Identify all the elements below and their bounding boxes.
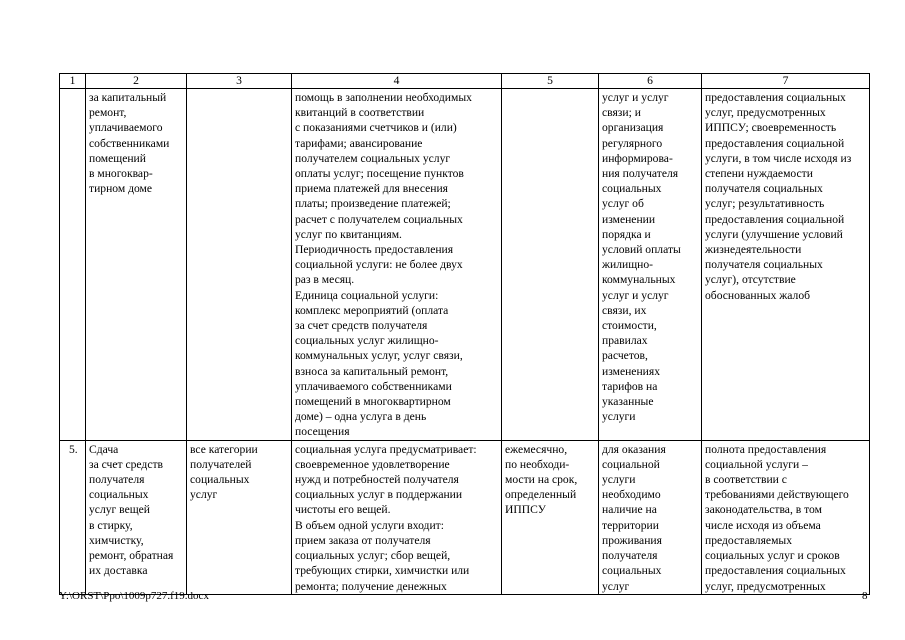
column-header-6: 6 xyxy=(599,74,702,89)
footer-file-path: Y:\ORST\Ppo\1009p727.f19.docx xyxy=(59,590,209,602)
table-row xyxy=(60,440,870,594)
service-name-cell: Сдача за счет средств получателя социальных услуг вещей в стирку, химчистку, ремонт, обратная их доставка xyxy=(86,440,187,594)
column-header-2: 2 xyxy=(86,74,187,89)
quality-indicators-cell: полнота предоставления социальной услуги – в соответствии с требованиями действующего законодательства, в том числе исходя из объема предоставляемых социальных услуг и сроков предоставления социальных услуг, предусмотренных xyxy=(702,440,870,594)
column-header-7: 7 xyxy=(702,74,870,89)
service-conditions-cell: услуг и услуг связи; и организация регулярного информирова- ния получателя социальных услуг об изменении порядка и условий оплаты жилищно- коммунальных услуг и услуг связи, их стоимости, правилах расчетов, изменениях тарифов на указанные услуги xyxy=(599,89,702,441)
column-header-4: 4 xyxy=(292,74,502,89)
recipient-category-cell xyxy=(187,89,292,441)
row-number-cell: 5. xyxy=(60,440,86,594)
service-description-cell: социальная услуга предусматривает: своевременное удовлетворение нужд и потребностей получателя социальных услуг в поддержании чистоты его вещей. В объем одной услуги входит: прием заказа от получателя социальных услуг; сбор вещей, требующих стирки, химчистки или ремонта; получение денежных xyxy=(292,440,502,594)
column-header-3: 3 xyxy=(187,74,292,89)
column-header-5: 5 xyxy=(502,74,599,89)
service-description-cell: помощь в заполнении необходимых квитанций в соответствии с показаниями счетчиков и (или) тарифами; авансирование получателем социальных услуг оплаты услуг; посещение пунктов приема платежей для внесения платы; произведение платежей; расчет с получателем социальных услуг по квитанциям. Периодичность предоставления социальной услуги: не более двух раз в месяц. Единица социальной услуги: комплекс мероприятий (оплата за счет средств получателя социальных услуг жилищно- коммунальных услуг, услуг связи, взноса за капитальный ремонт, уплачиваемого собственниками помещений в многоквартирном доме) – одна услуга в день посещения xyxy=(292,89,502,441)
service-conditions-cell: для оказания социальной услуги необходимо наличие на территории проживания получателя социальных услуг xyxy=(599,440,702,594)
table-row xyxy=(60,89,870,441)
service-name-cell: за капитальный ремонт, уплачиваемого собственниками помещений в многоквар- тирном доме xyxy=(86,89,187,441)
recipient-category-cell: все категории получателей социальных услуг xyxy=(187,440,292,594)
page-number: 8 xyxy=(862,590,868,602)
quality-indicators-cell: предоставления социальных услуг, предусмотренных ИППСУ; своевременность предоставления социальной услуги, в том числе исходя из степени нуждаемости получателя социальных услуг; результативность предоставления социальной услуги (улучшение условий жизнедеятельности получателя социальных услуг), отсутствие обоснованных жалоб xyxy=(702,89,870,441)
column-number-row xyxy=(60,74,870,89)
services-table xyxy=(59,73,870,595)
column-header-1: 1 xyxy=(60,74,86,89)
row-number-cell xyxy=(60,89,86,441)
service-period-cell xyxy=(502,89,599,441)
service-period-cell: ежемесячно, по необходи- мости на срок, определенный ИППСУ xyxy=(502,440,599,594)
